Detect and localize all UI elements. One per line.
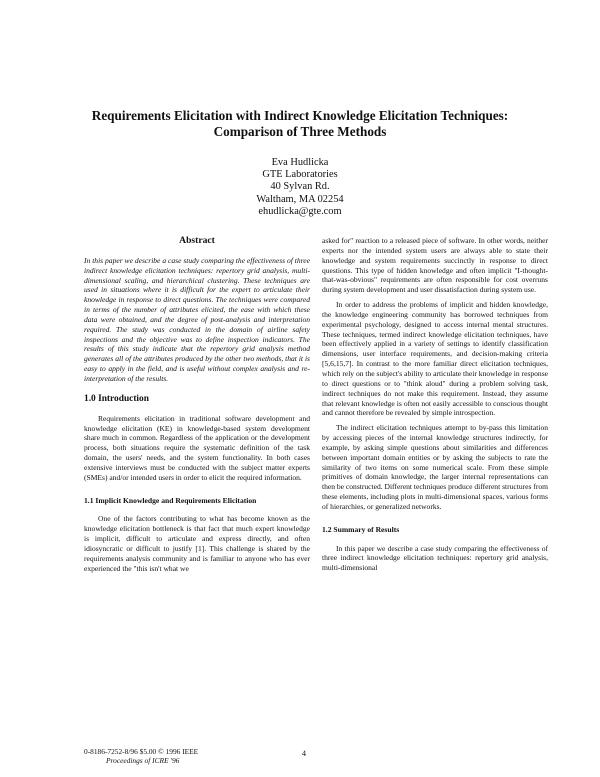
author-block xyxy=(200,157,400,218)
subsection-1-2-paragraph: In this paper we describe a case study comparing the effectiveness of three indirect knowledge elicitation techniques: repertory grid analysis, multi-dimensional xyxy=(322,543,548,573)
author-email: ehudlicka@gte.com xyxy=(258,205,342,217)
footer-venue: Proceedings of ICRE '96 xyxy=(106,756,180,765)
author-org: GTE Laboratories xyxy=(262,169,338,181)
right-paragraph-3: The indirect elicitation techniques attempt to by-pass this limitation by accessing pieces of the internal knowledge structures indirectly, for example, by asking simple questions about similarities and differences between important domain entities or by asking the subjects to rate the similarity of two items on some numerical scale. From these simple primitives of domain knowledge, the larger internal representations can then be constructed. Different techniques produce different structures from these elements, including plots in multi-dimensional spaces, various forms of hierarchies, or generalized networks. xyxy=(322,423,548,511)
page-footer xyxy=(84,747,198,765)
intro-heading: 1.0 Introduction xyxy=(84,393,149,404)
title-line-2: Comparison of Three Methods xyxy=(213,124,387,139)
left-column xyxy=(84,236,310,578)
author-city: Waltham, MA 02254 xyxy=(256,193,344,205)
abstract-heading: Abstract xyxy=(179,235,215,246)
subsection-1-2-heading: 1.2 Summary of Results xyxy=(322,524,400,534)
author-name: Eva Hudlicka xyxy=(271,157,329,168)
right-paragraph-1: asked for" reaction to a released piece of software. In other words, neither experts nor the intended system users are always able to state their knowledge and system requirements succinctly in response to direct questions. This type of hidden knowledge and often implicit "I-thought-that-was-obvious" requirements are often responsible for cost overruns during system development and user dissatisfaction during system use. xyxy=(322,236,548,295)
subsection-1-1-heading: 1.1 Implicit Knowledge and Requirements Elicitation xyxy=(84,495,257,505)
abstract-text: In this paper we describe a case study comparing the effectiveness of three indirect knowledge elicitation techniques: repertory grid analysis, multi-dimensional scaling, and hierarchical clustering. These techniques are used in situations where it is difficult for the expert to articulate their knowledge in response to direct questions. The techniques were compared in terms of the number of attributes elicited, the ease with which these data were obtained, and the degree of post-analysis and interpretation required. The study was conducted in the domain of airline safety inspections and the objective was to define inspection indicators. The results of this study indicate that the repertory grid analysis method generates all of the attributes produced by the other two methods, that it is easy to apply in the field, and is useful without complex analysis and re-interpretation of the results. xyxy=(84,255,310,383)
intro-paragraph: Requirements elicitation in traditional software development and knowledge elicitation (KE) in knowledge-based system development share much in common. Regardless of the application or the development process, both situations require the systematic definition of the task domain, the users' needs, and the system functionality. In both cases extensive interviews must be conducted with the subject matter experts (SMEs) and/or intended users in order to elicit the required information. xyxy=(84,413,310,482)
right-column xyxy=(322,236,548,578)
right-paragraph-2: In order to address the problems of implicit and hidden knowledge, the knowledge engineering community has borrowed techniques from experimental psychology, designed to access internal mental structures. These techniques, termed indirect knowledge elicitation techniques, have been effectively applied in a variety of settings to identify classification dimensions, user interface requirements, and decision-making criteria [5,6,15,7]. In contrast to the more familiar direct elicitation techniques, which rely on the subject's ability to articulate their knowledge in response to direct questions or to "think aloud" during a problem solving task, indirect techniques do not make this requirement. Instead, they assume that relevant knowledge is often not easily accessible to conscious thought and cannot therefore be revealed by simple introspection. xyxy=(322,300,548,418)
footer-isbn: 0-8186-7252-8/96 $5.00 © 1996 IEEE xyxy=(84,747,199,756)
paper-title xyxy=(60,108,540,140)
page-number: 4 xyxy=(302,749,306,758)
title-line-1: Requirements Elicitation with Indirect Knowledge Elicitation Techniques: xyxy=(91,108,509,123)
author-street: 40 Sylvan Rd. xyxy=(270,181,330,193)
subsection-1-1-paragraph: One of the factors contributing to what has become known as the knowledge elicitation bottleneck is that fact that much expert knowledge is implicit, difficult to articulate and express directly, and often idiosyncratic or difficult to justify [1]. This challenge is shared by the requirements analysis community and is familiar to anyone who has ever experienced the "this isn't what we xyxy=(84,514,310,573)
